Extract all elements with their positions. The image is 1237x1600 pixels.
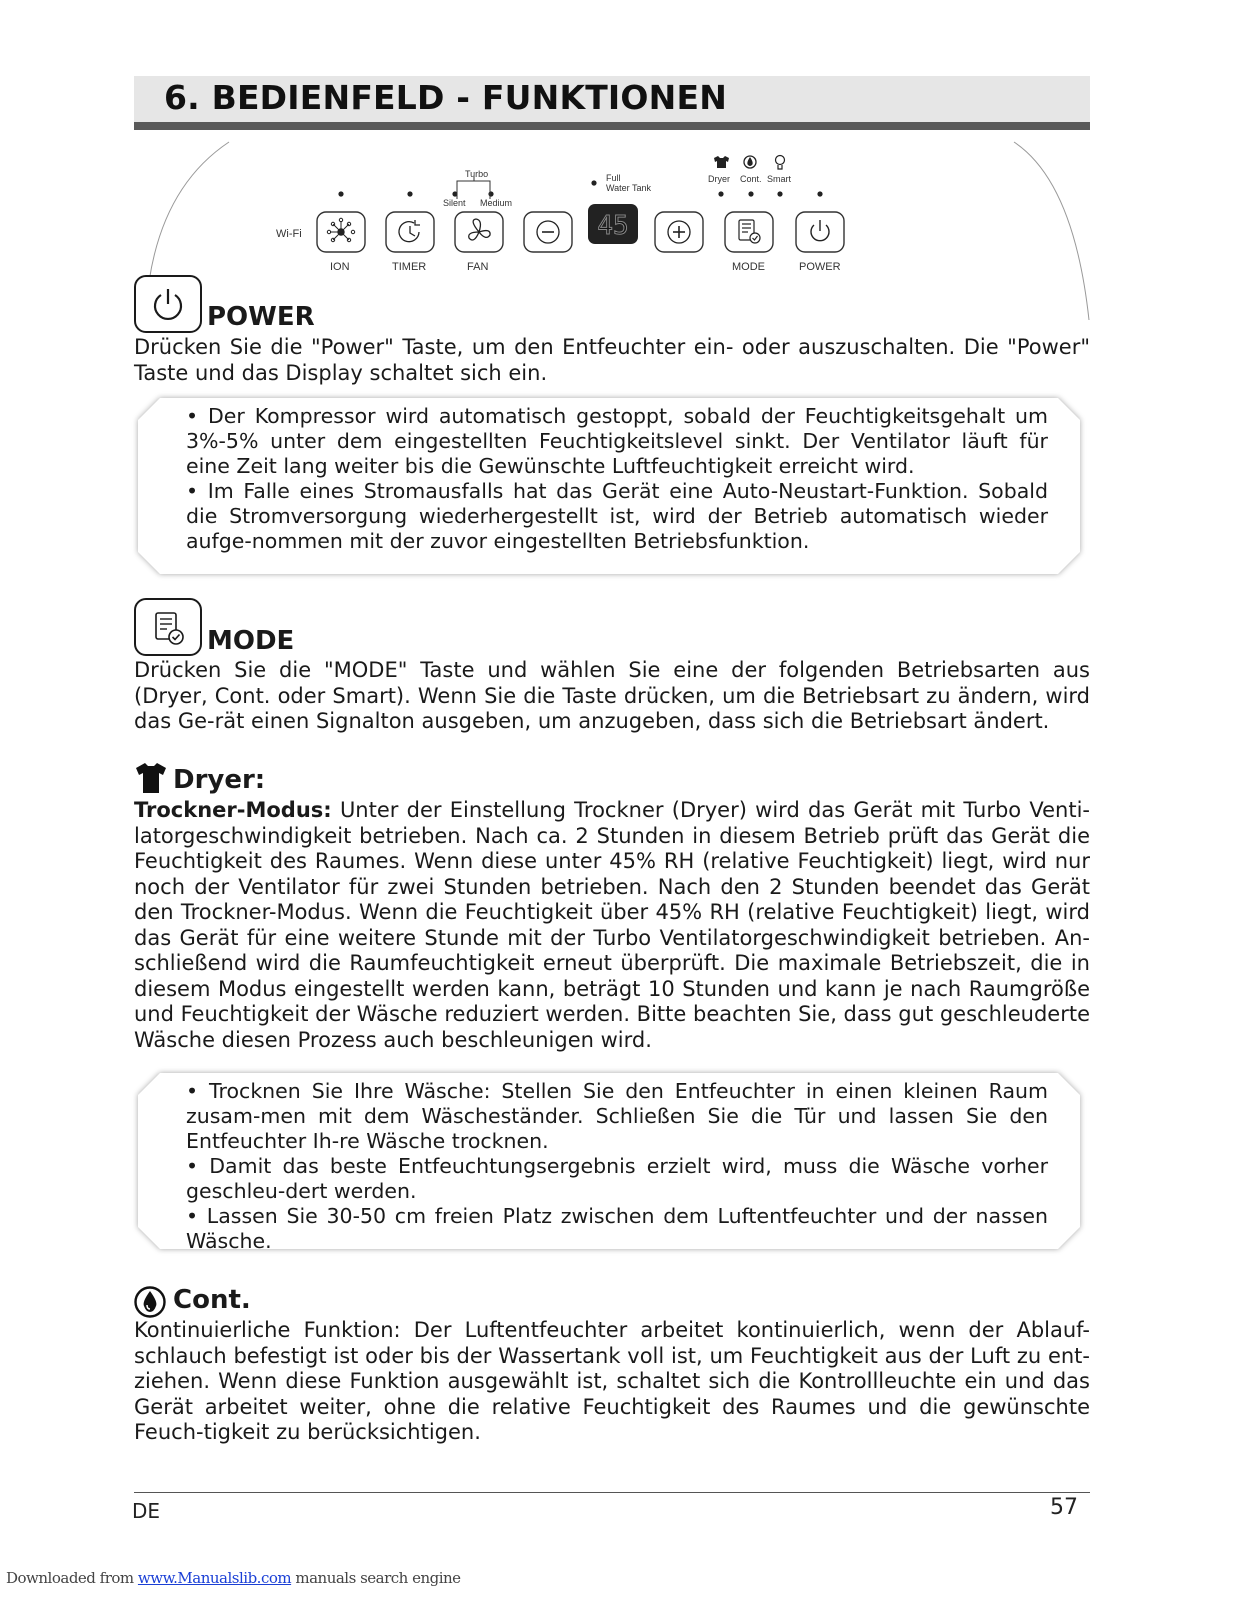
fan-turbo-label: Turbo [465, 169, 489, 179]
mode-icon [148, 607, 188, 647]
cont-drop-icon [744, 156, 756, 168]
page-number: 57 [1050, 1495, 1078, 1520]
cont-drop-icon [133, 1285, 167, 1319]
ion-label: ION [330, 261, 350, 273]
dryer-note-3: • Lassen Sie 30-50 cm freien Platz zwischen dem Luftentfeuchter und der nassen Wäsche. [186, 1204, 1048, 1253]
mode-description: Drücken Sie die "MODE" Taste und wählen Sie eine der folgenden Betriebsarten aus (Dryer, Cont. oder Smart). Wenn Sie die Taste drücken, um die Betriebsart zu ändern, wird das Ge-rät einen Signalton ausgeben, um anzugeben, dass sich die Betriebsart ändert. [134, 658, 1090, 733]
download-suffix: manuals search engine [291, 1569, 461, 1587]
fan-label: FAN [467, 261, 489, 273]
mode-cont-label: Cont. [740, 174, 762, 184]
dryer-description [134, 798, 1090, 1053]
mode-dryer-label: Dryer [708, 174, 730, 184]
cont-title: Cont. [173, 1285, 251, 1315]
manualslib-link[interactable]: www.Manualslib.com [137, 1569, 292, 1587]
footer-divider [134, 1492, 1090, 1493]
download-prefix: Downloaded from [6, 1569, 138, 1587]
section-header-bar [134, 76, 1090, 130]
minus-button[interactable] [524, 212, 572, 252]
tank-label-line2: Water Tank [606, 183, 652, 193]
power-note-1: • Der Kompressor wird automatisch gestoppt, sobald der Feuchtigkeitsgehalt um 3%-5% unter dem eingestellten Feuchtigkeitslevel sinkt. Der Ventilator läuft für eine Zeit lang weiter bis die Gewünschte Luftfeuchtigkeit erreicht wird. [186, 404, 1048, 478]
cont-description: Kontinuierliche Funktion: Der Luftentfeuchter arbeitet kontinuierlich, wenn der Ablauf-schlauch befestigt ist oder bis der Wassertank voll ist, um Feuchtigkeit aus der Luft zu ent-ziehen. Wenn diese Funktion ausgewählt ist, schaltet sich die Kontrollleuchte ein und das Gerät arbeitet weiter, ohne die relative Feuchtigkeit des Raumes und die gewünschte Feuch-tigkeit zu berücksichtigen. [134, 1318, 1090, 1444]
wifi-label: Wi-Fi [276, 228, 302, 240]
page-title: 6. BEDIENFELD - FUNKTIONEN [164, 78, 728, 117]
power-label: POWER [799, 261, 841, 273]
download-note [6, 1569, 461, 1587]
dryer-note-1: • Trocknen Sie Ihre Wäsche: Stellen Sie den Entfeuchter in einen kleinen Raum zusam-men mit dem Wäscheständer. Schließen Sie die Tür und lassen Sie den Entfeuchter Ih-re Wäsche trocknen. [186, 1079, 1048, 1153]
fan-button[interactable] [455, 212, 503, 252]
dryer-shirt-icon [714, 156, 729, 168]
timer-label: TIMER [392, 261, 427, 273]
mode-section-icon-box [134, 598, 202, 656]
ion-button[interactable] [317, 212, 365, 252]
power-note-box [138, 398, 1080, 574]
mode-smart-label: Smart [767, 174, 792, 184]
mode-button[interactable] [725, 212, 773, 252]
power-section-icon-box [134, 275, 202, 333]
fan-silent-label: Silent [443, 198, 466, 208]
timer-button[interactable] [386, 212, 434, 252]
humidity-display [588, 204, 638, 244]
dryer-note-box [138, 1073, 1080, 1253]
dryer-lead: Trockner-Modus: [134, 798, 332, 822]
dryer-title: Dryer: [173, 765, 266, 795]
mode-title: MODE [207, 626, 295, 656]
footer-language: DE [132, 1499, 161, 1523]
mode-label: MODE [732, 261, 765, 273]
dryer-note-2: • Damit das beste Entfeuchtungsergebnis erzielt wird, muss die Wäsche vorher geschleu-dert werden. [186, 1154, 1048, 1203]
dryer-shirt-icon [134, 762, 168, 794]
power-note-2: • Im Falle eines Stromausfalls hat das Gerät eine Auto-Neustart-Funktion. Sobald die Stromversorgung wiederhergestellt ist, wird der Betrieb automatisch wieder aufge-nommen mit der zuvor eingestellten Betriebsfunktion. [186, 479, 1048, 553]
power-icon [148, 284, 188, 324]
dryer-text: Unter der Einstellung Trockner (Dryer) wird das Gerät mit Turbo Venti-latorgeschwindigkeit betrieben. Nach ca. 2 Stunden in diesem Betrieb prüft das Gerät die Feuchtigkeit des Raumes. Wenn diese unter 45% RH (relative Feuchtigkeit) liegt, wird nur noch der Ventilator für zwei Stunden betrieben. Nach den 2 Stunden beendet das Gerät den Trockner-Modus. Wenn die Feuchtigkeit über 45% RH (relative Feuchtigkeit) liegt, wird das Gerät für eine weitere Stunde mit der Turbo Ventilatorgeschwindigkeit betrieben. An-schließend wird die Raumfeuchtigkeit erneut überprüft. Die maximale Betriebszeit, die in diesem Modus eingestellt werden kann, beträgt 10 Stunden und kann je nach Raumgröße und Feuchtigkeit der Wäsche reduziert werden. Bitte beachten Sie, dass gut geschleuderte Wäsche diesen Prozess auch beschleunigen wird. [134, 798, 1090, 1052]
power-description: Drücken Sie die "Power" Taste, um den Entfeuchter ein- oder auszuschalten. Die "Power" Taste und das Display schaltet sich ein. [134, 335, 1090, 385]
tank-label-line1: Full [606, 173, 621, 183]
smart-bulb-icon [776, 156, 785, 170]
fan-medium-label: Medium [480, 198, 513, 208]
display-value: 45 [597, 211, 629, 241]
power-button[interactable] [796, 212, 844, 252]
power-title: POWER [207, 302, 315, 332]
plus-button[interactable] [655, 212, 703, 252]
